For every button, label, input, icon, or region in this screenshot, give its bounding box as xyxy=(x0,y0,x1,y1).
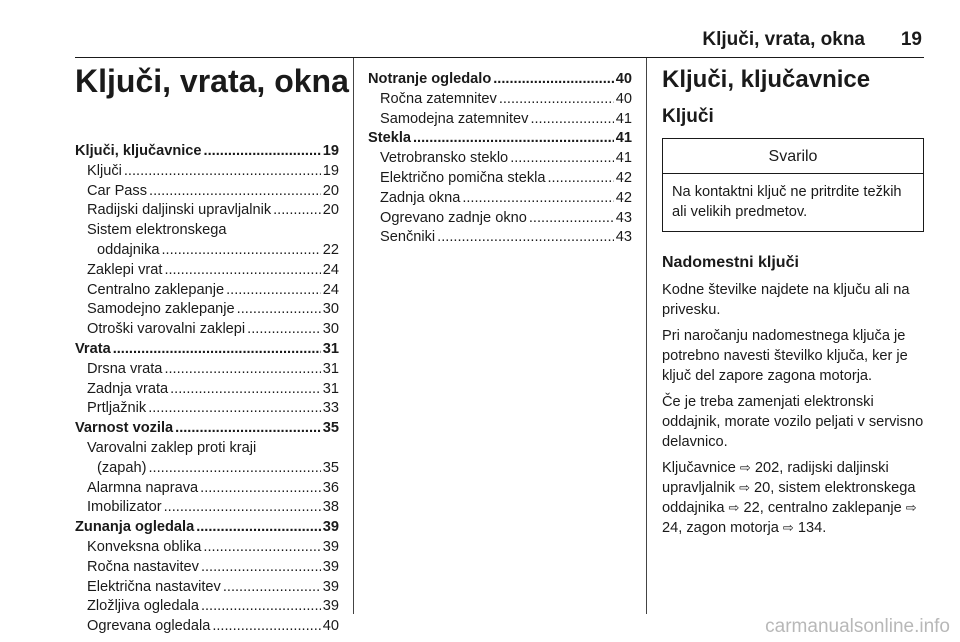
sub-heading: Nadomestni ključi xyxy=(662,254,799,271)
toc-entry-page: 31 xyxy=(322,340,339,357)
toc-entry-page: 19 xyxy=(322,143,339,159)
toc-column-left xyxy=(75,142,339,637)
toc-leader-dots xyxy=(201,558,321,578)
toc-entry[interactable] xyxy=(75,221,339,241)
toc-entry-text: Samodejna zatemnitev xyxy=(380,110,529,127)
warning-box xyxy=(662,138,924,232)
chapter-title: Ključi, vrata, okna xyxy=(75,63,349,99)
toc-leader-dots xyxy=(113,340,321,360)
page-reference-arrow-icon: ⇨ xyxy=(739,480,750,495)
toc-entry-text: Ogrevana ogledala xyxy=(87,618,211,635)
toc-entry-page: 30 xyxy=(322,301,339,318)
watermark: carmanualsonline.info xyxy=(765,616,950,637)
toc-entry-text: Zadnja okna xyxy=(380,189,461,206)
page-reference-link[interactable]: 202 xyxy=(754,460,780,476)
toc-entry-page: 35 xyxy=(322,459,339,476)
toc-entry[interactable] xyxy=(75,399,339,419)
toc-leader-dots xyxy=(530,110,613,130)
toc-entry-text: Otroški varovalni zaklepi xyxy=(87,321,246,338)
toc-entry-text: Varnost vozila xyxy=(75,420,174,437)
toc-entry-page: 40 xyxy=(322,618,339,635)
toc-entry-page: 33 xyxy=(322,400,339,417)
toc-entry[interactable] xyxy=(75,479,339,499)
toc-entry-page: 20 xyxy=(322,182,339,199)
toc-entry-text: Zadnja vrata xyxy=(87,380,169,397)
toc-leader-dots xyxy=(529,209,614,229)
reference-text: . xyxy=(822,520,827,536)
cross-reference-paragraph xyxy=(662,458,924,538)
toc-column-middle xyxy=(368,70,632,248)
toc-leader-dots xyxy=(223,578,321,598)
toc-section-entry[interactable] xyxy=(75,419,339,439)
toc-entry[interactable] xyxy=(75,498,339,518)
toc-entry-text: Alarmna naprava xyxy=(87,479,199,496)
toc-entry[interactable] xyxy=(75,261,339,281)
toc-entry[interactable] xyxy=(75,558,339,578)
toc-entry-text: Samodejno zaklepanje xyxy=(87,301,235,318)
toc-entry-text: Prtljažnik xyxy=(87,400,147,417)
toc-leader-dots xyxy=(437,228,614,248)
toc-leader-dots xyxy=(170,380,321,400)
toc-section-entry[interactable] xyxy=(368,70,632,90)
toc-entry-page: 30 xyxy=(322,321,339,338)
toc-entry-text: Stekla xyxy=(368,130,411,147)
toc-entry[interactable] xyxy=(75,578,339,598)
toc-leader-dots xyxy=(164,360,320,380)
page-reference-link[interactable]: 24 xyxy=(662,520,679,536)
reference-text: , centralno zaklepanje xyxy=(759,500,902,516)
toc-leader-dots xyxy=(413,129,614,149)
toc-entry[interactable] xyxy=(368,110,632,130)
toc-entry-text: Ročna zatemnitev xyxy=(380,90,497,107)
toc-leader-dots xyxy=(237,300,321,320)
toc-entry-page: 39 xyxy=(322,538,339,555)
toc-leader-dots xyxy=(547,169,613,189)
toc-entry-text: Car Pass xyxy=(87,182,148,199)
reference-text: , radijski daljinski upravljalnik xyxy=(662,460,889,496)
toc-entry[interactable] xyxy=(75,439,339,459)
toc-entry[interactable] xyxy=(368,169,632,189)
section-content xyxy=(662,66,924,544)
toc-entry-page: 20 xyxy=(322,202,339,219)
toc-leader-dots xyxy=(196,518,321,538)
toc-entry[interactable] xyxy=(75,162,339,182)
toc-leader-dots xyxy=(201,597,321,617)
toc-section-entry[interactable] xyxy=(75,142,339,162)
toc-entry-text: Električno pomična stekla xyxy=(380,169,546,186)
toc-leader-dots xyxy=(203,538,320,558)
toc-entry[interactable] xyxy=(75,281,339,301)
toc-leader-dots xyxy=(462,189,613,209)
toc-entry-page: 38 xyxy=(322,499,339,516)
toc-leader-dots xyxy=(164,498,321,518)
toc-entry[interactable] xyxy=(75,182,339,202)
toc-entry-page: 39 xyxy=(322,519,339,536)
toc-entry[interactable] xyxy=(75,459,339,479)
toc-entry[interactable] xyxy=(75,201,339,221)
toc-entry-page: 36 xyxy=(322,479,339,496)
toc-leader-dots xyxy=(200,479,321,499)
reference-text: , sistem elektronskega oddajnika xyxy=(662,480,916,516)
toc-entry-text: Ročna nastavitev xyxy=(87,558,199,575)
toc-entry[interactable] xyxy=(75,617,339,637)
column-divider xyxy=(646,58,647,614)
toc-entry-text: Ključi, ključavnice xyxy=(75,143,202,159)
toc-leader-dots xyxy=(148,399,321,419)
toc-entry-page: 24 xyxy=(322,261,339,278)
toc-entry-text: Vrata xyxy=(75,340,111,357)
toc-entry[interactable] xyxy=(75,300,339,320)
paragraph: Kodne številke najdete na ključu ali na privesku. xyxy=(662,282,910,318)
toc-entry-page: 41 xyxy=(615,110,632,127)
toc-entry-page: 19 xyxy=(322,162,339,179)
toc-entry-text: Ključi xyxy=(87,162,122,179)
toc-entry-text: Zaklepi vrat xyxy=(87,261,163,278)
toc-entry-text: Notranje ogledalo xyxy=(368,71,492,87)
toc-entry-text: (zapah) xyxy=(97,459,147,476)
page-number: 19 xyxy=(900,29,922,50)
toc-leader-dots xyxy=(204,142,321,162)
toc-entry[interactable] xyxy=(368,189,632,209)
toc-entry-text: oddajnika xyxy=(97,241,160,258)
toc-entry[interactable] xyxy=(368,209,632,229)
toc-leader-dots xyxy=(212,617,320,637)
toc-leader-dots xyxy=(510,149,614,169)
toc-entry-page: 31 xyxy=(322,380,339,397)
toc-entry-text: Drsna vrata xyxy=(87,360,163,377)
toc-entry-text: Konveksna oblika xyxy=(87,538,202,555)
toc-section-entry[interactable] xyxy=(368,129,632,149)
toc-leader-dots xyxy=(499,90,614,110)
toc-entry[interactable] xyxy=(368,90,632,110)
toc-entry-text: Zunanja ogledala xyxy=(75,519,195,536)
page-reference-link[interactable]: 22 xyxy=(743,500,760,516)
toc-entry[interactable] xyxy=(368,149,632,169)
column-divider xyxy=(353,58,354,614)
toc-entry-page: 41 xyxy=(615,150,632,167)
toc-entry-text: Sistem elektronskega xyxy=(87,222,227,239)
toc-entry[interactable] xyxy=(75,380,339,400)
paragraph: Pri naročanju nadomestnega ključa je potrebno navesti številko ključa, ker je ključ del zapore zagona motorja. xyxy=(662,328,908,384)
toc-leader-dots xyxy=(148,459,320,479)
toc-entry[interactable] xyxy=(368,228,632,248)
toc-entry-text: Radijski daljinski upravljalnik xyxy=(87,202,272,219)
page-reference-arrow-icon: ⇨ xyxy=(739,460,751,475)
toc-entry-text: Centralno zaklepanje xyxy=(87,281,225,298)
toc-entry[interactable] xyxy=(75,538,339,558)
reference-text: , zagon motorja xyxy=(678,520,779,536)
toc-entry[interactable] xyxy=(75,241,339,261)
toc-entry-page: 42 xyxy=(615,189,632,206)
section-title: Ključi, ključavnice xyxy=(662,66,871,93)
toc-entry-text: Električna nastavitev xyxy=(87,578,221,595)
running-header-title: Ključi, vrata, okna xyxy=(702,29,865,50)
toc-leader-dots xyxy=(175,419,321,439)
reference-text: Ključavnice xyxy=(662,460,736,476)
toc-section-entry[interactable] xyxy=(75,518,339,538)
toc-entry-page: 42 xyxy=(615,169,632,186)
toc-leader-dots xyxy=(164,261,320,281)
page-reference-arrow-icon: ⇨ xyxy=(782,520,794,535)
toc-leader-dots xyxy=(149,182,321,202)
page-reference-link[interactable]: 20 xyxy=(754,480,771,496)
subsection-title: Ključi xyxy=(662,106,714,127)
toc-entry-text: Vetrobransko steklo xyxy=(380,150,509,167)
toc-leader-dots xyxy=(273,201,321,221)
toc-entry-page: 43 xyxy=(615,209,632,226)
toc-entry-page: 43 xyxy=(615,229,632,246)
page-reference-arrow-icon: ⇨ xyxy=(728,500,740,515)
toc-leader-dots xyxy=(226,281,321,301)
warning-text: Na kontaktni ključ ne pritrdite težkih ali velikih predmetov. xyxy=(672,184,902,220)
toc-entry-page: 24 xyxy=(322,281,339,298)
header-rule xyxy=(75,57,924,58)
paragraph: Če je treba zamenjati elektronski oddajnik, morate vozilo peljati v servisno delavnico. xyxy=(662,394,924,450)
warning-title: Svarilo xyxy=(663,139,923,174)
toc-entry[interactable] xyxy=(75,597,339,617)
toc-entry-text: Zložljiva ogledala xyxy=(87,598,199,615)
toc-leader-dots xyxy=(161,241,320,261)
toc-section-entry[interactable] xyxy=(75,340,339,360)
toc-entry-page: 39 xyxy=(322,598,339,615)
toc-entry-text: Imobilizator xyxy=(87,499,162,516)
toc-entry-page: 39 xyxy=(322,578,339,595)
toc-entry-page: 22 xyxy=(322,241,339,258)
toc-entry-page: 39 xyxy=(322,558,339,575)
toc-entry[interactable] xyxy=(75,320,339,340)
toc-entry-page: 31 xyxy=(322,360,339,377)
page-reference-link[interactable]: 134 xyxy=(797,520,823,536)
toc-entry-text: Senčniki xyxy=(380,229,436,246)
toc-entry-page: 41 xyxy=(615,130,632,147)
toc-leader-dots xyxy=(247,320,321,340)
toc-entry-page: 40 xyxy=(615,90,632,107)
toc-entry-page: 40 xyxy=(615,71,632,87)
page-reference-arrow-icon: ⇨ xyxy=(905,500,917,515)
toc-leader-dots xyxy=(124,162,321,182)
toc-entry-text: Varovalni zaklep proti kraji xyxy=(87,439,257,456)
toc-entry[interactable] xyxy=(75,360,339,380)
toc-entry-page: 35 xyxy=(322,420,339,437)
toc-leader-dots xyxy=(493,70,614,90)
toc-entry-text: Ogrevano zadnje okno xyxy=(380,209,527,226)
